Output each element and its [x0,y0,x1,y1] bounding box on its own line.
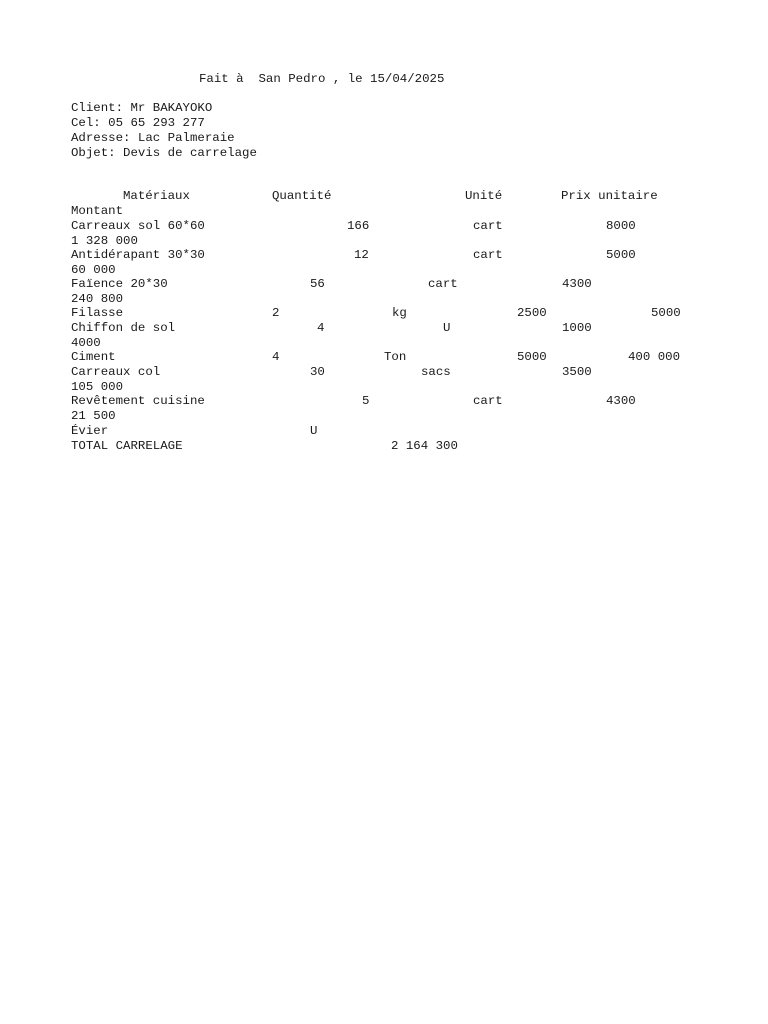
row-unit-price: 4300 [606,394,636,408]
header-amount: Montant [71,204,124,218]
row-material: Revêtement cuisine [71,394,205,408]
header-unit-price: Prix unitaire [561,189,658,203]
row-quantity: 4 [317,321,325,335]
row-unit: cart [473,248,503,262]
row-material: Carreaux col [71,365,161,379]
row-unit-price: 4300 [562,277,592,291]
row-unit: cart [473,219,503,233]
row-material: Évier [71,424,109,438]
row-material: Faïence 20*30 [71,277,168,291]
row-unit-price: 1000 [562,321,592,335]
row-amount: 400 000 [628,350,681,364]
row-amount: 4000 [71,336,101,350]
row-unit: cart [473,394,503,408]
row-unit: sacs [421,365,451,379]
header-unit: Unité [465,189,503,203]
row-quantity: 4 [272,350,280,364]
row-quantity: 30 [310,365,325,379]
place-date: Fait à San Pedro , le 15/04/2025 [199,72,445,86]
row-quantity: 2 [272,306,280,320]
row-amount: 5000 [651,306,681,320]
row-quantity: 12 [354,248,369,262]
row-quantity: 56 [310,277,325,291]
row-quantity: 5 [362,394,370,408]
row-unit: cart [428,277,458,291]
row-amount: 240 800 [71,292,124,306]
row-unit-price: 5000 [517,350,547,364]
client-address: Adresse: Lac Palmeraie [71,131,235,145]
client-phone: Cel: 05 65 293 277 [71,116,205,130]
header-quantity: Quantité [272,189,332,203]
row-material: Filasse [71,306,124,320]
row-amount: 1 328 000 [71,234,138,248]
row-unit: U [310,424,318,438]
row-unit-price: 2500 [517,306,547,320]
row-unit: Ton [384,350,407,364]
row-unit-price: 5000 [606,248,636,262]
total-label: TOTAL CARRELAGE [71,439,183,453]
row-amount: 60 000 [71,263,116,277]
row-unit: U [443,321,451,335]
row-amount: 105 000 [71,380,124,394]
row-quantity: 166 [347,219,370,233]
row-unit-price: 3500 [562,365,592,379]
header-materials: Matériaux [123,189,190,203]
row-material: Ciment [71,350,116,364]
row-material: Antidérapant 30*30 [71,248,205,262]
row-material: Carreaux sol 60*60 [71,219,205,233]
total-value: 2 164 300 [391,439,458,453]
row-amount: 21 500 [71,409,116,423]
client-name: Client: Mr BAKAYOKO [71,101,213,115]
row-unit: kg [392,306,407,320]
row-unit-price: 8000 [606,219,636,233]
quote-subject: Objet: Devis de carrelage [71,146,257,160]
row-material: Chiffon de sol [71,321,176,335]
